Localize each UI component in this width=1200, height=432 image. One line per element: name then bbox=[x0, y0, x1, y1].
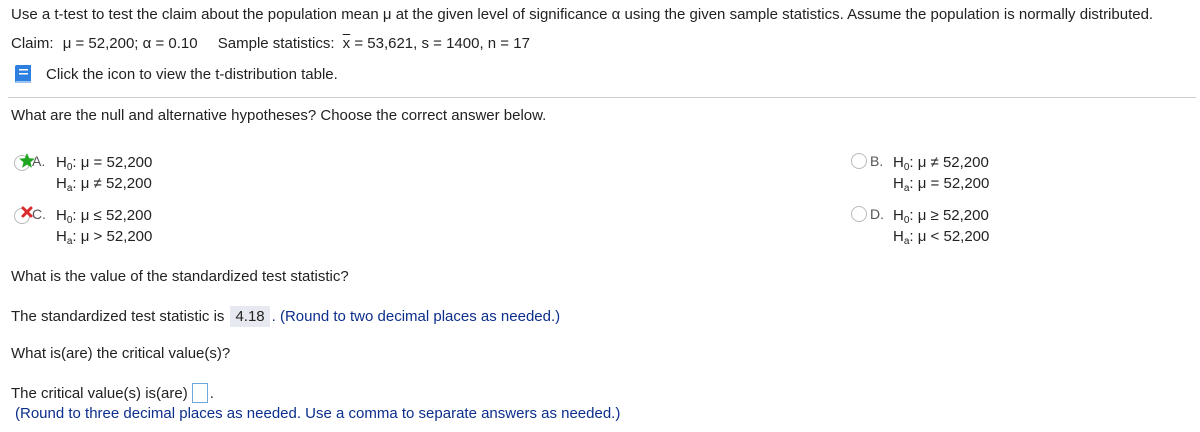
table-link-row bbox=[12, 64, 338, 84]
option-b-h0: $H_0$: μ ≠ 52,200 bbox=[893, 154, 989, 173]
option-c-h0: $H_0$: μ ≤ 52,200 bbox=[56, 207, 152, 226]
critical-value-answer bbox=[11, 383, 214, 403]
critical-value-instruction: (Round to three decimal places as needed. Use a comma to separate answers as needed.) bbox=[15, 405, 621, 422]
option-b-ha: $H_a$: μ = 52,200 bbox=[893, 175, 990, 194]
stats-values: = 53,621, s = 1400, n = 17 bbox=[354, 35, 530, 52]
option-d-letter: D. bbox=[870, 206, 884, 222]
question-3-text: What is(are) the critical value(s)? bbox=[11, 345, 231, 362]
test-statistic-answer bbox=[11, 306, 560, 327]
claim-label: Claim: bbox=[11, 35, 54, 52]
option-d-ha: $H_a$: μ < 52,200 bbox=[893, 228, 990, 247]
table-link-text: Click the icon to view the t-distribution table. bbox=[46, 65, 338, 83]
option-b-letter: B. bbox=[870, 153, 884, 169]
book-icon[interactable] bbox=[12, 64, 34, 84]
option-a-h0: $H_0$: μ = 52,200 bbox=[56, 154, 153, 173]
claim-line bbox=[11, 35, 530, 52]
option-d-radio[interactable] bbox=[851, 206, 867, 222]
question-1-text: What are the null and alternative hypotheses? Choose the correct answer below. bbox=[11, 107, 547, 124]
claim-value: μ = 52,200; α = 0.10 bbox=[62, 35, 198, 52]
critical-value-prefix: The critical value(s) is(are) bbox=[11, 384, 188, 402]
option-d-h0: $H_0$: μ ≥ 52,200 bbox=[893, 207, 989, 226]
problem-statement: Use a t-test to test the claim about the population mean μ at the given level of significance α using the given sample statistics. Assume the population is normally distributed. bbox=[11, 6, 1154, 23]
critical-value-period: . bbox=[209, 384, 214, 402]
option-b-radio[interactable] bbox=[851, 153, 867, 169]
stats-label: Sample statistics: bbox=[217, 35, 335, 52]
option-c-ha: $H_a$: μ > 52,200 bbox=[56, 228, 153, 247]
test-statistic-instruction: . (Round to two decimal places as needed.) bbox=[271, 308, 561, 325]
question-2-text: What is the value of the standardized test statistic? bbox=[11, 268, 349, 285]
stats-xbar: $\overline{x}$ bbox=[342, 35, 351, 52]
critical-value-input[interactable] bbox=[192, 383, 208, 403]
divider bbox=[8, 97, 1196, 98]
option-a-letter: A. bbox=[32, 153, 46, 169]
option-c-letter: C. bbox=[32, 206, 46, 222]
test-statistic-value[interactable]: 4.18 bbox=[230, 306, 269, 327]
option-a-ha: $H_a$: μ ≠ 52,200 bbox=[56, 175, 152, 194]
test-statistic-prefix: The standardized test statistic is bbox=[11, 308, 225, 325]
